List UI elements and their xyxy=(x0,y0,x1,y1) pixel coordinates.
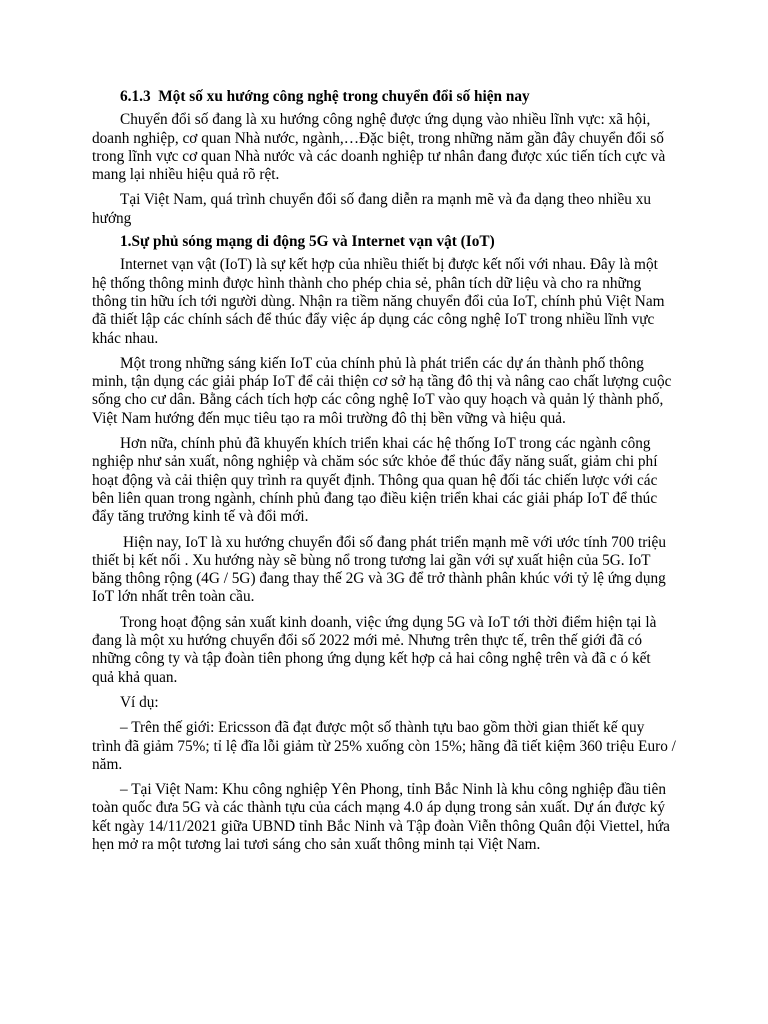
intro-paragraph-1: Chuyển đổi số đang là xu hướng công nghệ được ứng dụng vào nhiều lĩnh vực: xã hội, doanh nghiệp, cơ quan Nhà nước, ngành,…Đặc biệt, trong những năm gần đây chuyển đổi số trong lĩnh vực cơ quan Nhà nước và các doanh nghiệp tư nhân đang được xúc tiến tích cực và mang lại nhiều hiệu quả rõ rệt. xyxy=(92,111,666,184)
body-paragraph-industry: Hơn nữa, chính phủ đã khuyến khích triển khai các hệ thống IoT trong các ngành công nghiệp như sản xuất, nông nghiệp và chăm sóc sức khỏe để thúc đẩy năng suất, giảm chi phí hoạt động và cải thiện quy trình ra quyết định. Thông qua quan hệ đối tác chiến lược với các bên liên quan trong ngành, chính phủ đang tạo điều kiện triển khai các giải pháp IoT để thúc đẩy tăng trưởng kinh tế và đổi mới. xyxy=(92,435,658,526)
body-paragraph-business: Trong hoạt động sản xuất kinh doanh, việc ứng dụng 5G và IoT tới thời điểm hiện tại là đang là một xu hướng chuyển đổi số 2022 mới mẻ. Nhưng trên thực tế, trên thế giới đã có những công ty và tập đoàn tiên phong ứng dụng kết hợp cả hai công nghệ trên và đã c ó kết quả khả quan. xyxy=(92,613,657,686)
body-paragraph-smart-city: Một trong những sáng kiến IoT của chính phủ là phát triển các dự án thành phố thông minh, tận dụng các giải pháp IoT để cải thiện cơ sở hạ tầng đô thị và nâng cao chất lượng cuộc sống cho cư dân. Bằng cách tích hợp các công nghệ IoT vào quy hoạch và quản lý thành phố, Việt Nam hướng đến mục tiêu tạo ra môi trường đô thị bền vững và hiệu quả. xyxy=(92,354,672,427)
intro-paragraph-2: Tại Việt Nam, quá trình chuyển đổi số đang diễn ra mạnh mẽ và đa dạng theo nhiều xu hướng xyxy=(92,191,652,227)
body-paragraph-example-label: Ví dụ: xyxy=(120,693,159,711)
section-heading: 6.1.3 Một số xu hướng công nghệ trong chuyển đổi số hiện nay xyxy=(120,88,530,105)
body-paragraph-vietnam-example: – Tại Việt Nam: Khu công nghiệp Yên Phong, tỉnh Bắc Ninh là khu công nghiệp đầu tiên toàn quốc đưa 5G và các thành tựu của cách mạng 4.0 áp dụng trong sản xuất. Dự án được ký kết ngày 14/11/2021 giữa UBND tỉnh Bắc Ninh và Tập đoàn Viễn thông Quân đội Viettel, hứa hẹn mở ra một tương lai tươi sáng cho sản xuất thông minh tại Việt Nam. xyxy=(92,781,670,853)
body-paragraph-world-example: – Trên thế giới: Ericsson đã đạt được một số thành tựu bao gồm thời gian thiết kế quy trình đã giảm 75%; tỉ lệ đĩa lỗi giảm từ 25% xuống còn 15%; hãng đã tiết kiệm 360 triệu Euro / năm. xyxy=(92,719,676,773)
subheading-5g-iot: 1.Sự phủ sóng mạng di động 5G và Internet vạn vật (IoT) xyxy=(120,233,495,251)
body-paragraph-iot-definition: Internet vạn vật (IoT) là sự kết hợp của nhiều thiết bị được kết nối với nhau. Đây là một hệ thống thông minh được hình thành cho phép chia sẻ, phân tích dữ liệu và cho ra những thông tin hữu ích tới người dùng. Nhận ra tiềm năng chuyển đổi của IoT, chính phủ Việt Nam đã thiết lập các chính sách để thúc đẩy việc áp dụng các công nghệ IoT trong nhiều lĩnh vực khác nhau. xyxy=(92,256,665,347)
body-paragraph-current-trend: Hiện nay, IoT là xu hướng chuyển đổi số đang phát triển mạnh mẽ với ước tính 700 triệu thiết bị kết nối . Xu hướng này sẽ bùng nổ trong tương lai gần với sự xuất hiện của 5G. IoT băng thông rộng (4G / 5G) đang thay thế 2G và 3G để trở thành phân khúc với tỷ lệ ứng dụng IoT lớn nhất trên toàn cầu. xyxy=(92,533,666,606)
